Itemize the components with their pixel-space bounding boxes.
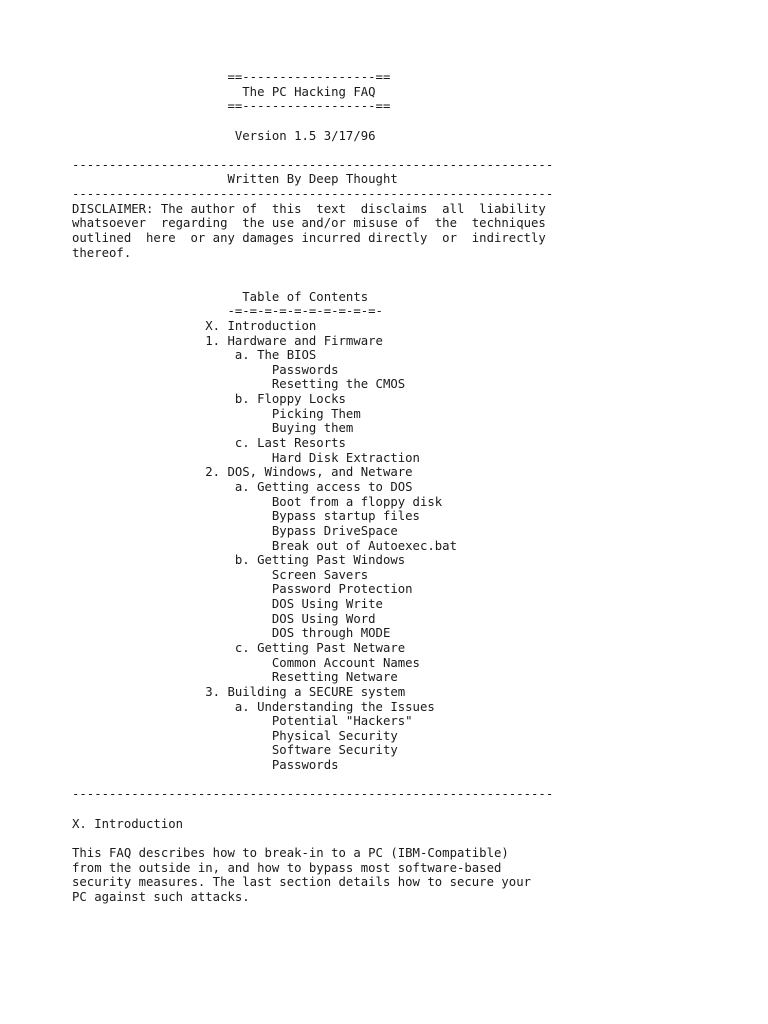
document-line: Hard Disk Extraction [72, 450, 420, 465]
document-line: ----------------------------------------------------------------- [72, 157, 554, 172]
document-line: Software Security [72, 743, 398, 758]
document-line: 2. DOS, Windows, and Netware [72, 465, 413, 480]
document-line: Potential "Hackers" [72, 714, 413, 729]
document-line: -=-=-=-=-=-=-=-=-=-=- [72, 304, 383, 319]
document-line: Screen Savers [72, 567, 369, 582]
document-line: thereof. [72, 245, 132, 260]
document-line: from the outside in, and how to bypass most software-based [72, 860, 502, 875]
document-line: c. Last Resorts [72, 436, 346, 451]
document-line: Version 1.5 3/17/96 [72, 128, 376, 143]
document-line: Written By Deep Thought [72, 172, 398, 187]
document-line: Passwords [72, 758, 339, 773]
document-line: Table of Contents [72, 289, 369, 304]
document-line: Physical Security [72, 728, 398, 743]
document-line: ----------------------------------------------------------------- [72, 187, 554, 202]
document-line: Bypass DriveSpace [72, 523, 398, 538]
document-line: X. Introduction [72, 318, 317, 333]
document-line: ==------------------== [72, 99, 391, 114]
document-line: whatsoever regarding the use and/or misuse of the techniques [72, 216, 546, 231]
document-line: 1. Hardware and Firmware [72, 333, 383, 348]
document-line [72, 114, 762, 129]
document-line: DOS Using Word [72, 611, 376, 626]
document-line: Boot from a floppy disk [72, 494, 443, 509]
document-line: Passwords [72, 362, 339, 377]
document-text [72, 70, 762, 905]
document-line: a. Understanding the Issues [72, 699, 435, 714]
document-line: Common Account Names [72, 655, 420, 670]
document-line: DOS through MODE [72, 626, 391, 641]
document-line: Resetting the CMOS [72, 377, 406, 392]
document-line: Resetting Netware [72, 670, 398, 685]
document-line: DOS Using Write [72, 597, 383, 612]
document-line: ==------------------== [72, 70, 391, 84]
document-line: b. Floppy Locks [72, 392, 346, 407]
document-line: b. Getting Past Windows [72, 553, 406, 568]
document-line: c. Getting Past Netware [72, 640, 406, 655]
document-line [72, 143, 762, 158]
document-line: ----------------------------------------------------------------- [72, 787, 554, 802]
document-line: X. Introduction [72, 816, 184, 831]
document-line: Bypass startup files [72, 509, 420, 524]
document-line: Password Protection [72, 582, 413, 597]
document-line: Break out of Autoexec.bat [72, 538, 457, 553]
document-line: The PC Hacking FAQ [72, 84, 376, 99]
document-line [72, 260, 762, 275]
document-line [72, 773, 762, 788]
document-line: DISCLAIMER: The author of this text disclaims all liability [72, 201, 546, 216]
document-line: 3. Building a SECURE system [72, 684, 406, 699]
document-line: security measures. The last section details how to secure your [72, 875, 532, 890]
document-line [72, 831, 762, 846]
document-line [72, 802, 762, 817]
document-line: outlined here or any damages incurred directly or indirectly [72, 231, 546, 246]
document-line: This FAQ describes how to break-in to a PC (IBM-Compatible) [72, 845, 509, 860]
document-line: Picking Them [72, 406, 361, 421]
document-line: a. The BIOS [72, 348, 317, 363]
document-line: PC against such attacks. [72, 889, 250, 904]
document-line [72, 275, 762, 290]
document-line: a. Getting access to DOS [72, 479, 413, 494]
document-line: Buying them [72, 421, 354, 436]
